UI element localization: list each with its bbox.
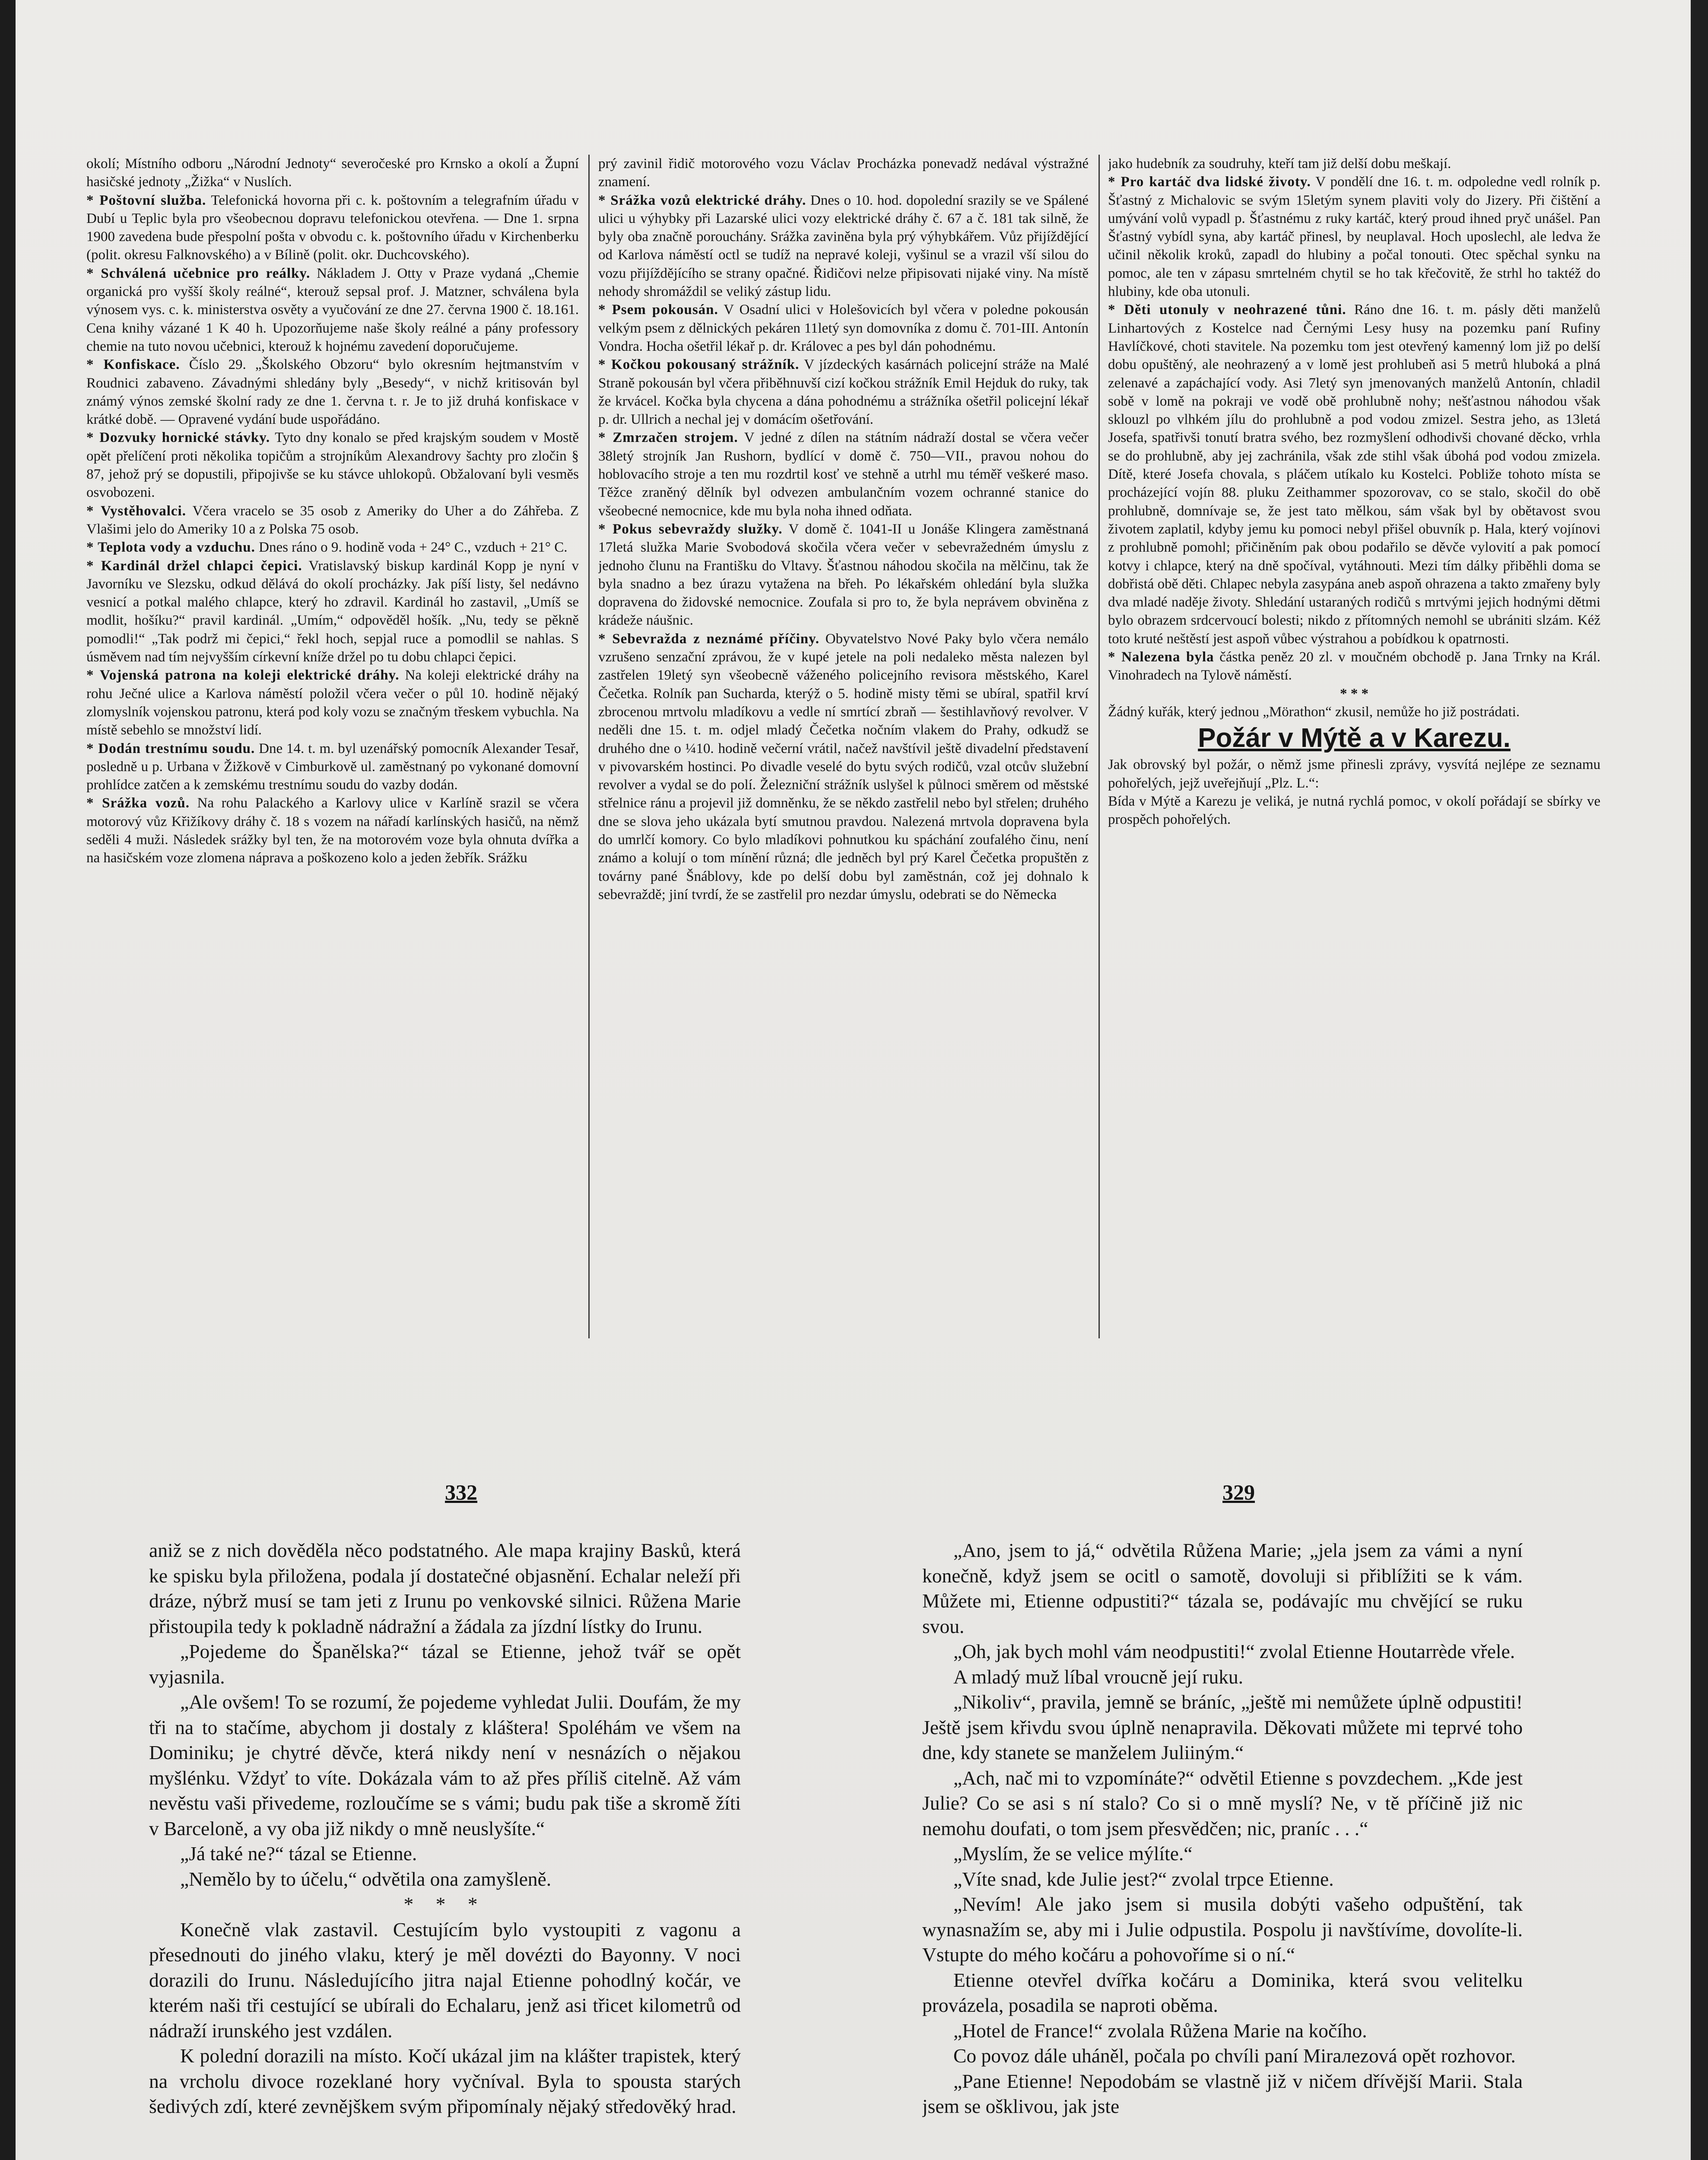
news-paragraph xyxy=(1108,155,1600,173)
news-paragraph xyxy=(86,429,579,502)
news-paragraph xyxy=(86,794,579,867)
news-paragraph xyxy=(1108,792,1600,829)
news-paragraph xyxy=(86,502,579,539)
news-text: Žádný kuřák, který jednou „Mörathon“ zkusil, nemůže ho již postrádati. xyxy=(1108,704,1520,720)
news-headline: * Konfiskace. xyxy=(86,357,180,373)
news-paragraph xyxy=(1108,301,1600,648)
news-text: V jedné z dílen na státním nádraží dostal se včera večer 38letý strojník Jan Rushorn, bydlící v domě č. 750—VII., pravou nohou do hoblovacího stroje a ten mu rozdrtil kosť ve stehně a utrhl mu téměř veškeré maso. Těžce zraněný dělník byl odvezen ambulančním vozem ochranné stanice do všeobecné nemocnice, kde mu byla noha ihned odňata. xyxy=(598,430,1089,519)
news-paragraph xyxy=(598,429,1089,520)
news-text: Obyvatelstvo Nové Paky bylo včera nemálo vzrušeno senzační zprávou, že v kupé jetele na poli nedaleko města nalezen byl zastřelen 19letý syn všeobecně váženého policejního revisora městského, Karel Čečetka. Rolník pan Suchardа, kterýž o 5. hodině misty těmi se ubíral, spatřil krví zbrocenou mrtvolu mladíkovu a vedle ní smrtící zbraň — šestihlavňový revolver. V neděli dne 15. t. m. odjel mladý Čečetka nočním vlakem do Prahy, odkudž se druhého dne o ¼10. hodině večerní vrátil, načež navštívil ještě divadelní představení v pivovarském hostinci. Po divadle veselé do bytu svých rodičů, vzal otcův služební revolver a vydal se do polí. Železniční strážník uslyšel k půlnoci směrem od městské střelnice ránu a projevil již domněnku, že se někdo zastřelil nebo byl střelen; druhého dne se slova jeho ukázala bytí smutnou pravdou. Nalezená mrtvola dopravena byla do umrlčí komory. Co bylo mladíkovi pohnutkou ku spáchání zoufalého činu, není známo a kolují o tom mínění různá; dle jedněch byl prý Karel Čečetka propuštěn z továrny pané Šnáblovy, kde po delší dobu byl zaměstnán, což jej dohnalo k sebevraždě; jiní tvrdí, že se zastřelil pro nezdar úmyslu, odebrati se do Německa xyxy=(598,631,1089,902)
news-text: Dne 14. t. m. byl uzenářský pomocník Alexander Tesař, posledně u p. Urbana v Žižkově v Cimburkově ul. zaměstnaný po vykonané domovní prohlídce zatčen a k zemskému trestnímu soudu do vazby dodán. xyxy=(86,740,579,793)
novel-paragraph: „Oh, jak bych mohl vám neodpustiti!“ zvolal Etienne Houtarrède vřele. xyxy=(953,1640,1515,1662)
news-headline: * Vystěhovalci. xyxy=(86,503,186,519)
news-headline: * Schválená učebnice pro reálky. xyxy=(86,265,311,281)
novel-paragraph: „Ale ovšem! To se rozumí, že pojedeme vyhledat Julii. Doufám, že my tři na to stačíme, abychom ji dostaly z kláštera! Spoléhám ve všem na Dominiku; je chytré děvče, která nikdy není v nesnázích o nějakou myšlénku. Vždyť to víte. Dokázala vám to až přes příliš citelně. Až vám nevěstu vaši přivedeme, rozloučíme se s vámi; budu pak tiše a skromě žíti v Barceloně, a vy oba již nikdy o mně neuslyšíte.“ xyxy=(149,1691,741,1839)
novel-paragraph: „Ano, jsem to já,“ odvětila Růžena Marie; „jela jsem za vámi a nyní konečně, když jsem se ocitl o samotě, dovoluji si přiblížiti se k vám. Můžete mi, Etienne odpustiti?“ tázala se, podávajíc mu chvějící se ruku svou. xyxy=(922,1539,1523,1637)
newspaper-section xyxy=(86,155,1600,1338)
news-paragraph xyxy=(86,740,579,794)
novel-paragraph: „Myslím, že se velice mýlíte.“ xyxy=(953,1842,1193,1865)
news-paragraph xyxy=(86,538,579,556)
news-paragraph xyxy=(86,557,579,667)
news-headline: * Nalezena byla xyxy=(1108,649,1214,665)
news-text: okolí; Místního odboru „Národní Jednoty“ severočeské pro Krnsko a okolí a Župní hasičské jednoty „Žižka“ v Nuslích. xyxy=(86,156,579,190)
news-paragraph xyxy=(86,356,579,429)
novel-paragraph: „Víte snad, kde Julie jest?“ zvolal trpce Etienne. xyxy=(953,1868,1334,1890)
news-paragraph xyxy=(86,264,579,356)
scan-edge-left xyxy=(0,0,16,2160)
news-headline: * Pokus sebevraždy služky. xyxy=(598,521,783,537)
scan-edge-right xyxy=(1691,0,1708,2160)
news-column-3 xyxy=(1108,155,1600,1338)
novel-paragraph: „Nikoliv“, pravila, jemně se bráníc, „ještě mi nemůžete úplně odpustiti! Ještě jsem křivdu svou úplně nenapravila. Děkovati můžete mi teprvé toho dne, kdy stanete se manželem Juliiným.“ xyxy=(922,1691,1523,1763)
novel-column-right xyxy=(922,1538,1523,2160)
news-paragraph xyxy=(1108,648,1600,685)
news-column-2 xyxy=(598,155,1089,1338)
news-paragraph xyxy=(86,191,579,264)
novel-paragraph: aniž se z nich dověděla něco podstatného. Ale mapa krajiny Basků, která ke spisku byla přiložena, podala jí dostatečné objasnění. Echalar neleží při dráze, nýbrž musí se tam jeti z Irunu po venkovské silnici. Růžena Marie přistoupila tedy k pokladně nádražní a žádala za jízdní lístky do Irunu. xyxy=(149,1539,741,1637)
scene-separator: * * * xyxy=(403,1893,486,1915)
news-headline: * Teplota vody a vzduchu. xyxy=(86,540,255,556)
news-text: Bída v Mýtě a Karezu je veliká, je nutná rychlá pomoc, v okolí pořádají se sbírky ve prospěch pohořelých. xyxy=(1108,793,1600,828)
news-paragraph xyxy=(598,155,1089,191)
novel-paragraph: „Ach, nač mi to vzpomínáte?“ odvětil Etienne s povzdechem. „Kde jest Julie? Co se asi s ní stalo? Co si o mně myslí? Ne, v tě příčině již nic nemohu doufati, o tom jsem přesvědčen; nic, praníc . . .“ xyxy=(922,1766,1523,1839)
news-paragraph xyxy=(1108,703,1600,721)
news-text: Číslo 29. „Školského Obzoru“ bylo okresním hejtmanstvím v Roudnici zabaveno. Závadnými shledány byly „Besedy“, v nichž kritisován byl známý výnos zemské školní rady ze dne 1. června t. r. Je to již druhá konfiskace v krátké době. — Opravené vydání bude uspořádáno. xyxy=(86,357,579,428)
novel-paragraph: „Nevím! Ale jako jsem si musila dobýti vašeho odpuštění, tak wynasnažím se, aby mi i Julie odpustila. Pospolu ji navštívíme, dovolíte-li. Vstupte do mého kočáru a pohovoříme si o ní.“ xyxy=(922,1893,1523,1966)
news-text: Na koleji elektrické dráhy na rohu Ječné ulice a Karlova náměstí položil včera večer o půl 10. hodině nějaký zlomyslník vojenskou patronu, která pod koly vozu se značným třeskem vybuchla. Na místě sebehlo se množství lidí. xyxy=(86,667,579,738)
news-text: jako hudebník za soudruhy, kteří tam již delší dobu meškají. xyxy=(1108,156,1451,172)
news-text: Ráno dne 16. t. m. pásly děti manželů Linhartových z Kostelce nad Černými Lesy husy na pozemku paní Rufiny Havlíčkové, choti stavitele. Na pozemku tom jest otevřený kamenný lom již po delší dobu opuštěný, ale neohrazený a v lomě jest prohlubeň asi 5 metrů hluboká a plná zelenavé a zapáchající vody. Asi 7letý syn jmenovaných manželů Antonín, chladil sobě v lomě na pokraji ve vodě obě prohlubně nohy; nešťastnou náhodou však sklouzl po vlhkém jílu do prohlubně a pod vodou zmizel. Sestra jeho, as 13letá Josefa, spatřivši tonutí bratra svého, bez rozmyšlení odhodivši chované děcko, vrhla se do prohlubně, aby jej zachránila, však zde stihl však úbohá pod vodou zmizela. Dítě, které Josefa chovala, s pláčem utíkalo ku Kostelci. Pobliže tohoto místa se procházející vojín 88. pluku Zeithammer spozorovav, co se stalo, skočil do obě prohlubně, domnívaje se, že jest tato mělkou, sám však byl by obětavost svou životem zaplatil, kdyby jemu ku pomoci nebyl přišel obuvník p. Hala, který vojínovi z prohlubně pomohl; přičiněním pak obou podařilo se děvče vylovití a pak pomocí kotvy i chlapce, který na dně spočíval, vytáhnouti. Mezi tím dálky přiběhli doma se dobřistá obě děti. Chlapec nebyla zasypána aneb aspoň ohrazena a takto zmařeny byly dva mladé naděje životy. Shledání ustaraných rodičů s mrtvými jejich hodnými dětmi bylo obrazem srdcervoucí bolesti; nikdo z přítomných nemohl se ubrániti slzám. Kéž toto kruté neštěstí jest aspoň vůbec výstrahou a pobídkou k opatrnosti. xyxy=(1108,302,1600,647)
news-paragraph xyxy=(598,356,1089,429)
news-text: Dnes ráno o 9. hodině voda + 24° C., vzduch + 21° C. xyxy=(259,540,568,556)
news-column-1 xyxy=(86,155,579,1338)
news-headline: * Děti utonuly v neohrazené tůni. xyxy=(1108,302,1346,318)
news-paragraph xyxy=(86,666,579,739)
novel-paragraph: „Hotel de France!“ zvolala Růžena Marie na kočího. xyxy=(953,2019,1367,2042)
page-number-right: 329 xyxy=(1222,1480,1255,1504)
news-headline: * Srážka vozů. xyxy=(86,795,190,811)
section-stars: * * * xyxy=(1340,686,1368,702)
news-text: Vratislavský biskup kardinál Kopp je nyní v Javorníku ve Slezsku, odkud dělává do okolí procházky. Jak píší listy, šel nedávno vesnicí a potkal malého chlapce, který ho zdravil. Kardinál ho zastavil, „Umíš se modlit, hošíku?“ pravil kardinál. „Umím,“ odpověděl hošík. „Nu, tedy se pěkně pomodli!“ „Tak podrž mi čepici,“ řekl hoch, sepjal ruce a pomodlil se nahlas. S úsměvem nad tím nejvyšším církevní kníže držel po tu dobu chlapci čepici. xyxy=(86,558,579,665)
novel-paragraph: Konečně vlak zastavil. Cestujícím bylo vystoupiti z vagonu a přesednouti do jiného vlaku, který je měl dovézti do Bayonny. V noci dorazili do Irunu. Následujícího jitra najal Etienne pohodlný kočár, ve kterém naši tři cestující se ubírali do Echalaru, jenž asi třicet kilometrů od nádraží irunského jest vzdálen. xyxy=(149,1918,741,2042)
news-paragraph xyxy=(598,301,1089,356)
news-headline: * Sebevražda z neznámé příčiny. xyxy=(598,631,820,647)
novel-paragraph: „Nemělo by to účelu,“ odvětila ona zamyšleně. xyxy=(180,1868,552,1890)
novel-paragraph: K polední dorazili na místo. Kočí ukázal jim na klášter trapistek, který na vrcholu divoce rozeklané hory vyčníval. Byla to spousta starých šedivých zdí, které zevnějškem svým připomínaly nějaký středověký hrad. xyxy=(149,2045,741,2117)
news-headline: * Srážka vozů elektrické dráhy. xyxy=(598,192,806,208)
news-headline: * Dozvuky hornické stávky. xyxy=(86,430,270,446)
novel-paragraph: „Pane Etienne! Nepodobám se vlastně již v ničem dřívější Marii. Stala jsem se ošklivou, jak jste xyxy=(922,2070,1523,2117)
novel-paragraph: Co povoz dále uháněl, počala po chvíli paní Mirалezová opět rozhovor. xyxy=(953,2045,1516,2067)
news-paragraph xyxy=(598,191,1089,301)
news-headline: * Kardinál držel chlapci čepici. xyxy=(86,558,302,574)
news-text: Tyto dny konalo se před krajským soudem v Mostě opět přelíčení proti několika topičům a strojníkům Alexandrovy šachty pro zločin § 87, jehož prý se dopustili, připojivše se ku stávce uhlokopů. Obžalovaní byli vesměs osvobozeni. xyxy=(86,430,579,501)
news-paragraph xyxy=(1108,756,1600,792)
news-text: Dnes o 10. hod. dopolední srazily se ve Spálené ulici u výhybky při Lazarské ulici vozy elektrické dráhy č. 67 a č. 181 tak silně, že byly oba značně porouchány. Srážka zaviněna byla prý výhybkářem. Vůz přijíždějící od Karlova náměstí octl se tudíž na nepravé koleji, vyšinul se a vrazil vší silou do vozu přijíždějícího se strany opačné. Řidičovi nelze připisovati nijaké viny. Na místě nehody shromáždil se veliký zástup lidu. xyxy=(598,192,1089,300)
news-paragraph xyxy=(1108,173,1600,301)
news-text: Telefonická hovorna při c. k. poštovním a telegrafním úřadu v Dubí u Teplic byla pro všeobecnou dopravu telefonickou otevřena. — Dne 1. srpna 1900 zavedena bude přespolní pošta v obvodu c. k. poštovního úřadu v Kirchenberku (polit. okresu Falknovského) a v Bílině (polit. okr. Duchcovského). xyxy=(86,192,579,263)
news-headline: * Kočkou pokousaný strážník. xyxy=(598,357,800,373)
news-text: Včera vracelo se 35 osob z Ameriky do Uher a do Záhřeba. Z Vlašimi jelo do Ameriky 10 a z Polska 75 osob. xyxy=(86,503,579,537)
news-paragraph xyxy=(598,520,1089,630)
news-headline: * Vojenská patrona na koleji elektrické dráhy. xyxy=(86,667,400,683)
news-text: V pondělí dne 16. t. m. odpoledne vedl rolník p. Šťastný z Michalovic se svým 15letým synem plaviti voly do Jizery. Při čištění a umývání volů vypadl p. Šťastnému z ruky kartáč, který proud ihned pryč unášel. Pan Šťastný vybídl syna, aby kartáč přinesl, by neuplaval. Hoch uposlechl, ale ledva že učinil několik kroků, zapadl do hlubiny a počal tonouti. Otec spěchal synku na pomoc, ale ten v zápasu smrtelném chytil se ho tak křečovitě, že strhl ho taktéž do hlubiny, kde oba utonuli. xyxy=(1108,174,1600,300)
novel-paragraph: A mladý muž líbal vroucně její ruku. xyxy=(953,1665,1243,1688)
novel-paragraph: „Já také ne?“ tázal se Etienne. xyxy=(180,1842,417,1865)
news-text: V Osadní ulici v Holešovicích byl včera v poledne pokousán velkým psem z dělnických pekáren 11letý syn domovníka z domu č. 701-III. Antonín Vondra. Hocha ošetřil lékař p. dr. Královec a pes byl dán pohodnému. xyxy=(598,302,1089,354)
news-paragraph xyxy=(598,630,1089,904)
news-text: částka peněz 20 zl. v moučném obchodě p. Jana Trnky na Král. Vinohradech na Tylově náměstí. xyxy=(1108,649,1600,683)
column-rule xyxy=(1098,155,1100,1338)
news-headline: * Dodán trestnímu soudu. xyxy=(86,740,255,756)
news-text: Na rohu Palackého a Karlovy ulice v Karlíně srazil se včera motorový vůz Křižíkovy dráhy č. 18 s vozem na nářadí karlínských hasičů, na němž seděli 4 muži. Následek srážky byl ten, že na motorovém voze byla ohnuta dvířka a na hasičském voze zlomena náprava a poškozeno kolo a jeden žebřík. Srážku xyxy=(86,795,579,866)
page-number-left: 332 xyxy=(445,1480,477,1504)
news-headline: * Poštovní služba. xyxy=(86,192,206,208)
news-text: V jízdeckých kasárnách policejní stráže na Malé Straně pokousán byl včera přiběhnuvší cizí kočkou strážník Emil Hejduk do ruky, tak že krvácel. Kočka byla chycena a dána pohodnému a strážníka ošetřil policejní lékař p. dr. Ullrich a nechal jej v domácím ošetřování. xyxy=(598,357,1089,428)
news-headline: * Pro kartáč dva lidské životy. xyxy=(1108,174,1311,190)
news-paragraph xyxy=(86,155,579,191)
news-headline: * Zmrzačen strojem. xyxy=(598,430,738,446)
news-headline: * Psem pokousán. xyxy=(598,302,718,318)
news-text: Jak obrovský byl požár, o němž jsme přinesli zprávy, vysvítá nejlépe ze seznamu pohořelých, jejž uveřejňují „Plz. L.“: xyxy=(1108,757,1600,791)
news-text: prý zavinil řidič motorového vozu Václav Procházka ponevadž nedával výstražné znamení. xyxy=(598,156,1089,190)
novel-column-left xyxy=(149,1538,741,2160)
fire-headline: Požár v Mýtě a v Karezu. xyxy=(1198,723,1511,753)
column-rule xyxy=(588,155,590,1338)
novel-paragraph: „Pojedeme do Španělska?“ tázal se Etienne, jehož tvář se opět vyjasnila. xyxy=(149,1640,741,1688)
news-text: Nákladem J. Otty v Praze vydaná „Chemie organická pro vyšší školy reálné“, kterouž sepsal prof. J. Matzner, schválena byla výnosem vys. c. k. ministerstva osvěty a vyučování ze dne 27. června 1900 č. 18.161. Cena knihy vázané 1 K 40 h. Upozorňujeme naše školy reálné a pány professory chemie na tuto novou učebnici, kterouž k hojnému zavedení doporučujeme. xyxy=(86,265,579,354)
news-text: V domě č. 1041-II u Jonáše Klingera zaměstnaná 17letá služka Marie Svobodová skočila včera večer v sebevražedném úmyslu z jednoho člunu na Františku do Vltavy. Šťastnou náhodou skočila na mělčinu, tak že byla snadno a bez úrazu vytažena na břeh. Po lékařském ohledání byla služka dopravena do židovské nemocnice. Zoufala si pro to, že byla neprávem obviněna z krádeže náušnic. xyxy=(598,521,1089,629)
novel-paragraph: Etienne otevřel dvířka kočáru a Dominika, která svou velitelku provázela, posadila se naproti oběma. xyxy=(922,1969,1523,2016)
